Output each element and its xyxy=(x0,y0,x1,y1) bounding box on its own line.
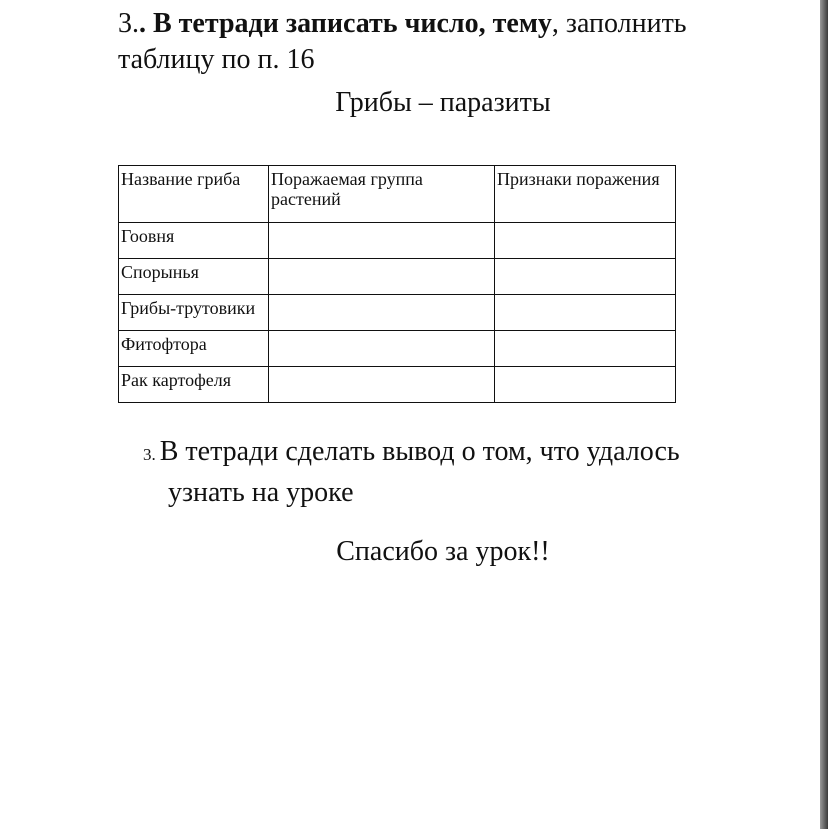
page-edge-shadow xyxy=(820,0,828,829)
fungus-name-cell: Спорынья xyxy=(119,259,269,295)
table-row xyxy=(119,223,676,259)
affected-plants-cell xyxy=(269,259,495,295)
fungus-name-cell: Грибы-трутовики xyxy=(119,295,269,331)
task-number: 3. xyxy=(118,8,139,39)
task-heading xyxy=(118,6,758,78)
header-damage-signs: Признаки поражения xyxy=(495,166,676,223)
header-affected-plants: Поражаемая группа растений xyxy=(269,166,495,223)
header-fungus-name: Название гриба xyxy=(119,166,269,223)
table-row xyxy=(119,331,676,367)
affected-plants-cell xyxy=(269,223,495,259)
damage-signs-cell xyxy=(495,367,676,403)
table-row xyxy=(119,367,676,403)
task-bold-text: . В тетради записать число, тему xyxy=(139,8,552,39)
damage-signs-cell xyxy=(495,331,676,367)
fungus-name-cell: Рак картофеля xyxy=(119,367,269,403)
damage-signs-cell xyxy=(495,223,676,259)
conclusion-line-2: узнать на уроке xyxy=(168,477,354,508)
task-rest-text: , заполнить xyxy=(551,8,687,39)
table-title: Грибы – паразиты xyxy=(335,87,551,118)
affected-plants-cell xyxy=(269,331,495,367)
conclusion-number: 3. xyxy=(143,445,156,464)
affected-plants-cell xyxy=(269,367,495,403)
table-row xyxy=(119,295,676,331)
fungus-name-cell: Фитофтора xyxy=(119,331,269,367)
conclusion-line-1: В тетради сделать вывод о том, что удалось xyxy=(159,436,680,467)
table-row xyxy=(119,259,676,295)
conclusion-task xyxy=(143,433,743,512)
task-line-2: таблицу по п. 16 xyxy=(118,44,315,75)
fungus-name-cell: Гоовня xyxy=(119,223,269,259)
affected-plants-cell xyxy=(269,295,495,331)
thanks-message: Спасибо за урок!! xyxy=(336,536,550,567)
damage-signs-cell xyxy=(495,295,676,331)
table-header-row xyxy=(119,166,676,223)
damage-signs-cell xyxy=(495,259,676,295)
fungi-table xyxy=(118,165,676,403)
